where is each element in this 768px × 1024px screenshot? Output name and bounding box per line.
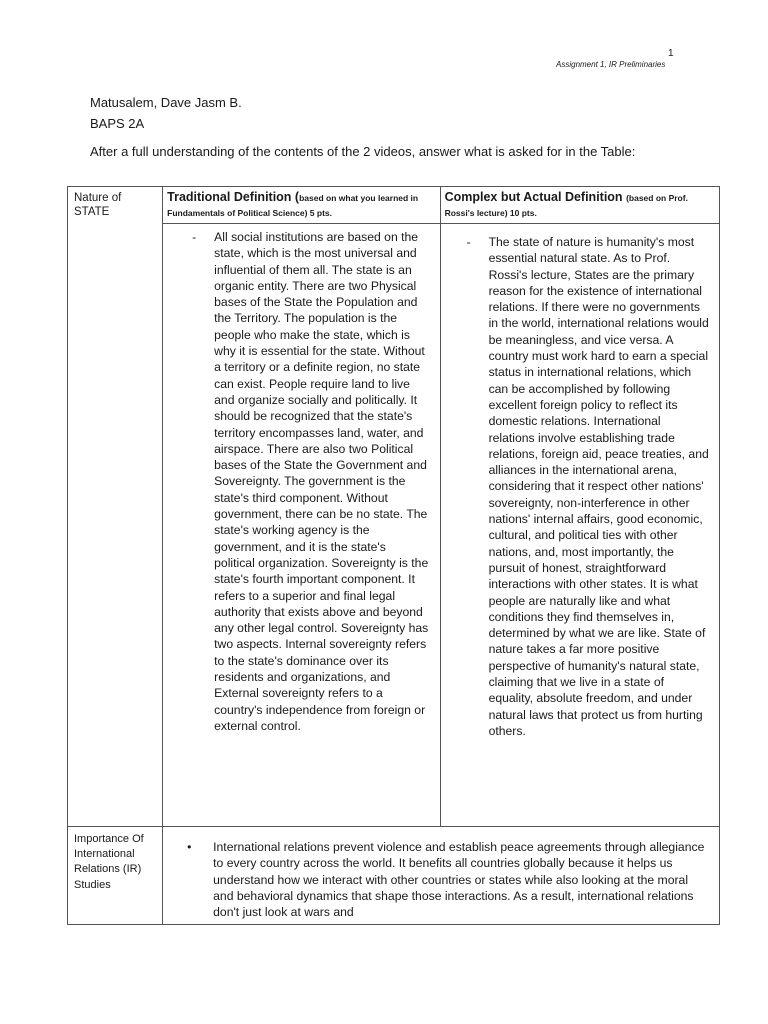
table-row-nature [68,187,720,224]
section-label: BAPS 2A [90,116,145,131]
row-label-cell [68,187,163,827]
assignment-table [67,186,720,925]
row-label-cell [68,827,163,925]
running-header: Assignment 1, IR Preliminaries [556,60,666,69]
table-row-importance [68,827,720,925]
student-name: Matusalem, Dave Jasm B. [90,95,242,110]
actual-definition-text: The state of nature is humanity's most essential natural state. As to Prof. Rossi's lecture, States are the primary reason for the existence of international relations. If there were no governments in the world, international relations would be meaningless, and vice versa. A country must work hard to earn a special status in international relations, which can be accomplished by following excellent foreign policy to reflect its domestic relations. International relations involve establishing trade relations, foreign aid, peace treaties, and alliances in the international arena, considering that it respect other nations' sovereignty, non-interference in other nations' internal affairs, good economic, cultural, and political ties with other nations, and, most importantly, the pursuit of honest, straightforward interactions with other states. It is what people are naturally like and what conditions they find themselves in, determined by what we are like. State of nature takes a far more positive perspective of humanity's natural state, claiming that we live in a state of equality, absolute freedom, and under natural laws that protect us from hurting others. [488,235,709,738]
actual-cell [440,224,719,827]
col-header-traditional [163,187,440,224]
actual-note: (based on Prof. Rossi's lecture) 10 pts. [444,193,688,218]
importance-cell [163,827,720,925]
importance-text: International relations prevent violence and establish peace agreements through allegiance to every country across the world. It benefits all countries globally because it helps us understand how we interact with other countries or states while also looking at the moral and behavioral dynamics that shape those interactions. As a result, international relations don't just look at wars and [213,840,705,920]
instruction-text: After a full understanding of the contents of the 2 videos, answer what is asked for in the Table: [90,144,636,159]
row-label-nature: Nature of STATE [74,192,122,218]
page-number: 1 [668,48,674,59]
dash-marker: - [466,235,471,249]
actual-title: Complex but Actual Definition [444,190,623,204]
traditional-definition-text: All social institutions are based on the state, which is the most universal and influential of them all. The state is an organic entity. There are two Physical bases of the State the Population and the Territory. The population is the people who make the state, which is why it is essential for the state. Without a territory or a definite region, no state can exist. People require land to live and organize socially and politically. It should be recognized that the state's territory encompasses land, water, and airspace. There are also two Political bases of the State the Government and Sovereignty. The government is the state's third component. Without government, there can be no state. The state's working agency is the government, and it is the state's political organization. Sovereignty is the state's fourth important component. It refers to a superior and final legal authority that exists above and beyond any other legal control. Sovereignty has two aspects. Internal sovereignty refers to the state's dominance over its residents and organizations, and External sovereignty refers to a country's independence from foreign or external control. [214,230,429,733]
bullet-marker: • [187,840,192,854]
traditional-title: Traditional Definition ( [167,190,300,204]
row-label-importance: Importance Of International Relations (IR) Studies [74,833,144,891]
table-row-nature-body [68,224,720,827]
traditional-cell [163,224,440,827]
dash-marker: - [192,230,197,244]
traditional-note: based on what you learned in Fundamentals of Political Science) 5 pts. [167,193,419,218]
col-header-actual [440,187,719,224]
